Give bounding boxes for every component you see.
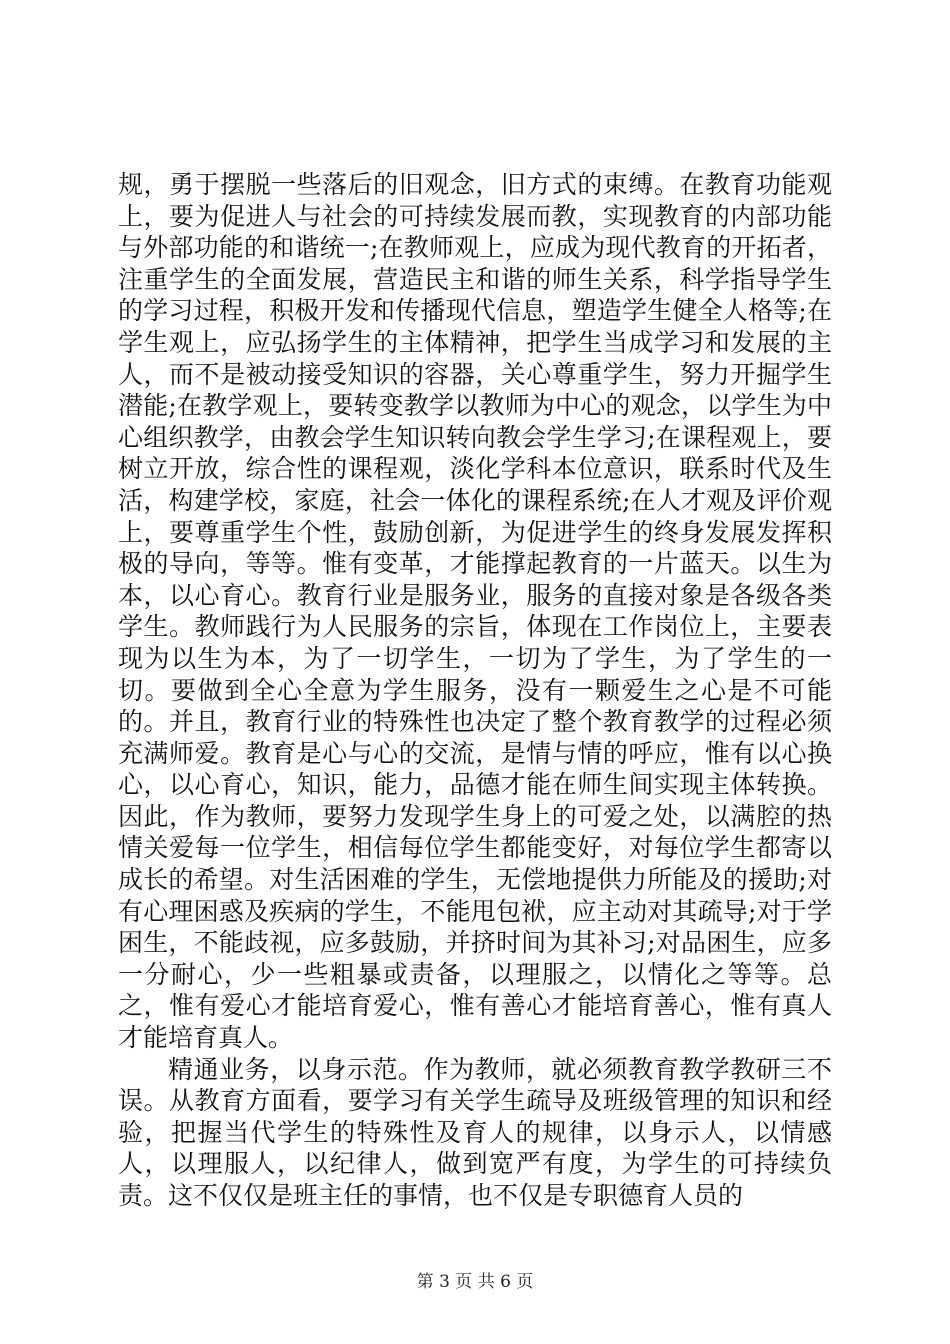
page-number-footer: 第 3 页 共 6 页 [416,1272,534,1292]
paragraph-continuation: 规，勇于摆脱一些落后的旧观念，旧方式的束缚。在教育功能观上，要为促进人与社会的可持续发展而教，实现教育的内部功能与外部功能的和谐统一;在教师观上，应成为现代教育的开拓者，注重学生的全面发展，营造民主和谐的师生关系，科学指导学生的学习过程，积极开发和传播现代信息，塑造学生健全人格等;在学生观上，应弘扬学生的主体精神，把学生当成学习和发展的主人，而不是被动接受知识的容器，关心尊重学生，努力开掘学生潜能;在教学观上，要转变教学以教师为中心的观念，以学生为中心组织教学，由教会学生知识转向教会学生学习;在课程观上，要树立开放，综合性的课程观，淡化学科本位意识，联系时代及生活，构建学校，家庭，社会一体化的课程系统;在人才观及评价观上，要尊重学生个性，鼓励创新，为促进学生的终身发展发挥积极的导向，等等。惟有变革，才能撑起教育的一片蓝天。以生为本，以心育心。教育行业是服务业，服务的直接对象是各级各类学生。教师践行为人民服务的宗旨，体现在工作岗位上，主要表现为以生为本，为了一切学生，一切为了学生，为了学生的一切。要做到全心全意为学生服务，没有一颗爱生之心是不可能的。并且，教育行业的特殊性也决定了整个教育教学的过程必须充满师爱。教育是心与心的交流，是情与情的呼应，惟有以心换心，以心育心，知识，能力，品德才能在师生间实现主体转换。因此，作为教师，要努力发现学生身上的可爱之处，以满腔的热情关爱每一位学生，相信每位学生都能变好，对每位学生都寄以成长的希望。对生活困难的学生，无偿地提供力所能及的援助;对有心理困惑及疾病的学生，不能甩包袱，应主动对其疏导;对于学困生，不能歧视，应多鼓励，并挤时间为其补习;对品困生，应多一分耐心，少一些粗暴或责备，以理服之，以情化之等等。总之，惟有爱心才能培育爱心，惟有善心才能培育善心，惟有真人才能培育真人。 [118,170,832,1053]
paragraph-mastery: 精通业务，以身示范。作为教师，就必须教育教学教研三不误。从教育方面看，要学习有关学生疏导及班级管理的知识和经验，把握当代学生的特殊性及育人的规律，以身示人，以情感人，以理服人，以纪律人，做到宽严有度，为学生的可持续负责。这不仅仅是班主任的事情，也不仅是专职德育人员的 [118,1054,832,1210]
document-body [118,169,832,1212]
